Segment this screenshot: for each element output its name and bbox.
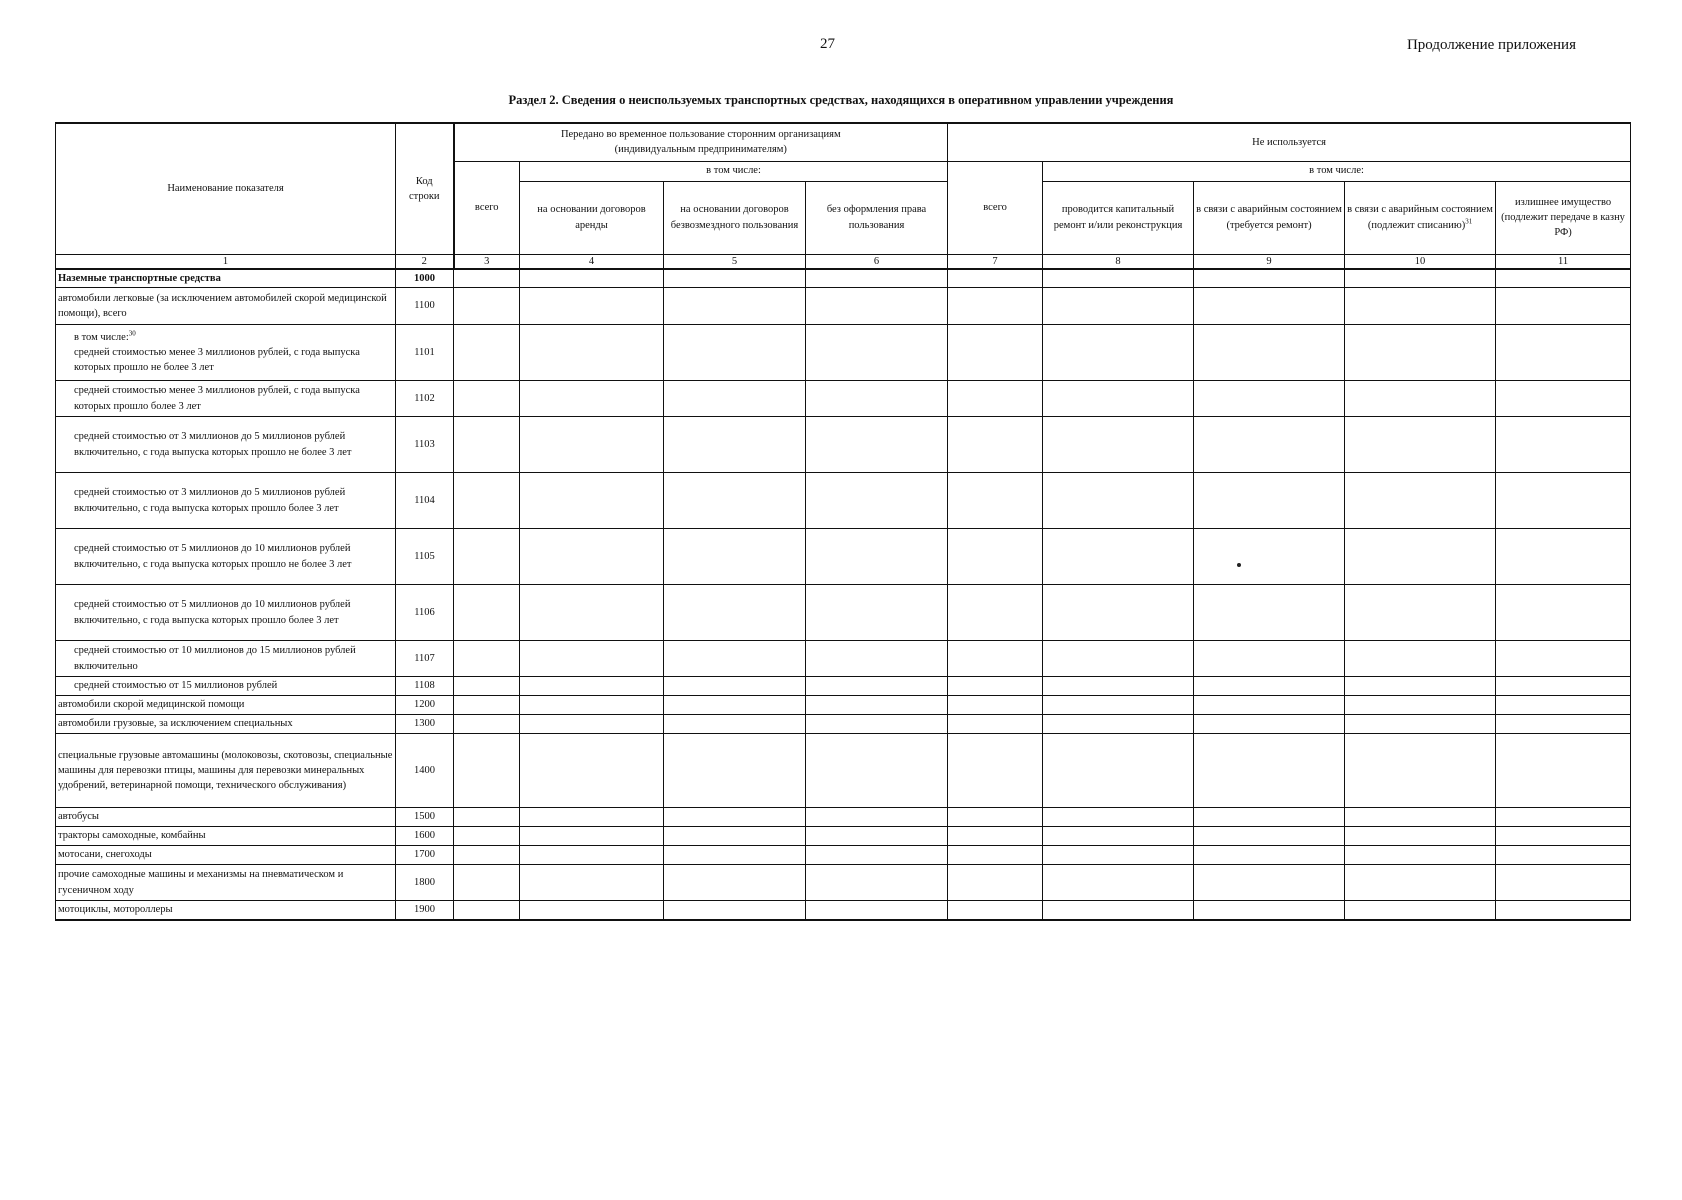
cell-col6[interactable] — [806, 473, 948, 529]
row-name: средней стоимостью от 3 миллионов до 5 миллионов рублей включительно, с года выпуска которых прошло более 3 лет — [56, 473, 396, 529]
page-number: 27 — [820, 36, 835, 52]
cell-col6[interactable] — [806, 808, 948, 827]
cell-col10[interactable] — [1345, 901, 1496, 920]
row-code: 1600 — [396, 827, 454, 846]
cell-col8[interactable] — [1043, 269, 1194, 288]
header-col11-surplus: излишнее имущество (подлежит передаче в казну РФ) — [1496, 181, 1631, 254]
cell-col5[interactable] — [664, 715, 806, 734]
cell-col4[interactable] — [520, 827, 664, 846]
cell-col11[interactable] — [1496, 901, 1631, 920]
cell-col10[interactable] — [1345, 417, 1496, 473]
cell-col6[interactable] — [806, 696, 948, 715]
cell-col5[interactable] — [664, 827, 806, 846]
row-name: средней стоимостью от 15 миллионов рублей — [56, 677, 396, 696]
column-number: 4 — [520, 254, 664, 269]
cell-col9[interactable] — [1194, 288, 1345, 325]
cell-col3[interactable] — [454, 269, 520, 288]
cell-col7[interactable] — [948, 846, 1043, 865]
cell-col9[interactable] — [1194, 677, 1345, 696]
cell-col8[interactable] — [1043, 696, 1194, 715]
cell-col5[interactable] — [664, 288, 806, 325]
cell-col4[interactable] — [520, 696, 664, 715]
cell-col10[interactable] — [1345, 325, 1496, 381]
cell-col9[interactable] — [1194, 865, 1345, 901]
cell-col9[interactable] — [1194, 641, 1345, 677]
cell-col9[interactable] — [1194, 529, 1345, 585]
table-row — [56, 473, 1631, 529]
cell-col5[interactable] — [664, 677, 806, 696]
cell-col5[interactable] — [664, 269, 806, 288]
cell-col10[interactable] — [1345, 865, 1496, 901]
column-number: 8 — [1043, 254, 1194, 269]
cell-col5[interactable] — [664, 808, 806, 827]
row-name: специальные грузовые автомашины (молоковозы, скотовозы, специальные машины для перевозки птицы, машины для перевозки минеральных удобрений, ветеринарной помощи, технического обслуживания) — [56, 734, 396, 808]
cell-col3[interactable] — [454, 529, 520, 585]
cell-col11[interactable] — [1496, 417, 1631, 473]
row-name: автобусы — [56, 808, 396, 827]
cell-col3[interactable] — [454, 715, 520, 734]
column-number: 11 — [1496, 254, 1631, 269]
row-code: 1108 — [396, 677, 454, 696]
cell-col10[interactable] — [1345, 381, 1496, 417]
table-row — [56, 529, 1631, 585]
cell-col3[interactable] — [454, 417, 520, 473]
table-header — [56, 123, 1631, 269]
cell-col7[interactable] — [948, 696, 1043, 715]
header-col10-write-off: в связи с аварийным состоянием (подлежит списанию)$^{31}$ — [1345, 181, 1496, 254]
cell-col10[interactable] — [1345, 585, 1496, 641]
header-transferred-including: в том числе: — [520, 161, 948, 181]
cell-col8[interactable] — [1043, 381, 1194, 417]
cell-col9[interactable] — [1194, 715, 1345, 734]
cell-col11[interactable] — [1496, 865, 1631, 901]
cell-col6[interactable] — [806, 585, 948, 641]
cell-col11[interactable] — [1496, 325, 1631, 381]
row-code: 1900 — [396, 901, 454, 920]
cell-col4[interactable] — [520, 641, 664, 677]
cell-col8[interactable] — [1043, 901, 1194, 920]
row-name: средней стоимостью от 5 миллионов до 10 миллионов рублей включительно, с года выпуска которых прошло более 3 лет — [56, 585, 396, 641]
cell-col3[interactable] — [454, 865, 520, 901]
cell-col9[interactable] — [1194, 734, 1345, 808]
column-number: 5 — [664, 254, 806, 269]
row-name: средней стоимостью от 10 миллионов до 15 миллионов рублей включительно — [56, 641, 396, 677]
cell-col8[interactable] — [1043, 417, 1194, 473]
cell-col11[interactable] — [1496, 585, 1631, 641]
cell-col6[interactable] — [806, 641, 948, 677]
cell-col5[interactable] — [664, 641, 806, 677]
cell-col6[interactable] — [806, 269, 948, 288]
cell-col8[interactable] — [1043, 288, 1194, 325]
row-code: 1000 — [396, 269, 454, 288]
cell-col4[interactable] — [520, 288, 664, 325]
cell-col11[interactable] — [1496, 715, 1631, 734]
cell-col3[interactable] — [454, 734, 520, 808]
row-code: 1105 — [396, 529, 454, 585]
cell-col9[interactable] — [1194, 269, 1345, 288]
cell-col5[interactable] — [664, 585, 806, 641]
cell-col4[interactable] — [520, 529, 664, 585]
table-row — [56, 677, 1631, 696]
cell-col5[interactable] — [664, 696, 806, 715]
cell-col7[interactable] — [948, 715, 1043, 734]
table-row — [56, 696, 1631, 715]
cell-col3[interactable] — [454, 325, 520, 381]
cell-col6[interactable] — [806, 734, 948, 808]
row-code: 1106 — [396, 585, 454, 641]
row-name: средней стоимостью менее 3 миллионов рублей, с года выпуска которых прошло более 3 лет — [56, 381, 396, 417]
cell-col7[interactable] — [948, 529, 1043, 585]
cell-col6[interactable] — [806, 865, 948, 901]
row-name: тракторы самоходные, комбайны — [56, 827, 396, 846]
cell-col11[interactable] — [1496, 269, 1631, 288]
cell-col4[interactable] — [520, 585, 664, 641]
cell-col4[interactable] — [520, 715, 664, 734]
cell-col3[interactable] — [454, 585, 520, 641]
cell-col6[interactable] — [806, 529, 948, 585]
cell-col4[interactable] — [520, 677, 664, 696]
cell-col8[interactable] — [1043, 677, 1194, 696]
row-code: 1107 — [396, 641, 454, 677]
cell-col5[interactable] — [664, 846, 806, 865]
cell-col11[interactable] — [1496, 808, 1631, 827]
cell-col4[interactable] — [520, 808, 664, 827]
cell-col8[interactable] — [1043, 529, 1194, 585]
table-row — [56, 417, 1631, 473]
header-transferred-total: всего — [454, 161, 520, 254]
cell-col4[interactable] — [520, 381, 664, 417]
row-name: средней стоимостью от 5 миллионов до 10 миллионов рублей включительно, с года выпуска которых прошло не более 3 лет — [56, 529, 396, 585]
header-not-used-including: в том числе: — [1043, 161, 1631, 181]
table-row — [56, 325, 1631, 381]
table-row — [56, 734, 1631, 808]
cell-col9[interactable] — [1194, 585, 1345, 641]
column-number: 2 — [396, 254, 454, 269]
cell-col8[interactable] — [1043, 585, 1194, 641]
cell-col10[interactable] — [1345, 269, 1496, 288]
cell-col5[interactable] — [664, 901, 806, 920]
cell-col7[interactable] — [948, 381, 1043, 417]
cell-col8[interactable] — [1043, 325, 1194, 381]
table-body — [56, 269, 1631, 920]
cell-col7[interactable] — [948, 865, 1043, 901]
row-code: 1800 — [396, 865, 454, 901]
cell-col10[interactable] — [1345, 473, 1496, 529]
cell-col3[interactable] — [454, 846, 520, 865]
cell-col9[interactable] — [1194, 417, 1345, 473]
cell-col7[interactable] — [948, 288, 1043, 325]
cell-col5[interactable] — [664, 865, 806, 901]
cell-col5[interactable] — [664, 325, 806, 381]
cell-col3[interactable] — [454, 696, 520, 715]
cell-col11[interactable] — [1496, 288, 1631, 325]
cell-col9[interactable] — [1194, 325, 1345, 381]
header-col4-lease: на основании договоров аренды — [520, 181, 664, 254]
cell-col8[interactable] — [1043, 865, 1194, 901]
cell-col6[interactable] — [806, 288, 948, 325]
cell-col7[interactable] — [948, 269, 1043, 288]
cell-col6[interactable] — [806, 325, 948, 381]
cell-col5[interactable] — [664, 734, 806, 808]
cell-col10[interactable] — [1345, 734, 1496, 808]
header-transferred-group: Передано во временное пользование сторонним организациям (индивидуальным предпринимателям) — [454, 123, 948, 161]
row-name: мотосани, снегоходы — [56, 846, 396, 865]
cell-col3[interactable] — [454, 641, 520, 677]
cell-col10[interactable] — [1345, 677, 1496, 696]
cell-col6[interactable] — [806, 677, 948, 696]
column-number: 10 — [1345, 254, 1496, 269]
cell-col4[interactable] — [520, 417, 664, 473]
cell-col7[interactable] — [948, 901, 1043, 920]
cell-col4[interactable] — [520, 865, 664, 901]
cell-col4[interactable] — [520, 901, 664, 920]
cell-col4[interactable] — [520, 325, 664, 381]
cell-col8[interactable] — [1043, 846, 1194, 865]
cell-col3[interactable] — [454, 473, 520, 529]
cell-col11[interactable] — [1496, 641, 1631, 677]
cell-col7[interactable] — [948, 827, 1043, 846]
cell-col9[interactable] — [1194, 473, 1345, 529]
continuation-label: Продолжение приложения — [1406, 37, 1576, 53]
header-col9-emergency-repair: в связи с аварийным состоянием (требуется ремонт) — [1194, 181, 1345, 254]
header-col6-no-rights: без оформления права пользования — [806, 181, 948, 254]
cell-col5[interactable] — [664, 417, 806, 473]
cell-col5[interactable] — [664, 381, 806, 417]
cell-col4[interactable] — [520, 846, 664, 865]
cell-col8[interactable] — [1043, 473, 1194, 529]
cell-col8[interactable] — [1043, 827, 1194, 846]
cell-col3[interactable] — [454, 381, 520, 417]
cell-col11[interactable] — [1496, 677, 1631, 696]
column-numbers-row — [56, 254, 1631, 269]
column-number: 3 — [454, 254, 520, 269]
table-row — [56, 865, 1631, 901]
header-col5-free-use: на основании договоров безвозмездного пользования — [664, 181, 806, 254]
table-row — [56, 846, 1631, 865]
including-label: в том числе: — [74, 331, 129, 343]
table-row — [56, 901, 1631, 920]
cell-col8[interactable] — [1043, 808, 1194, 827]
cell-col8[interactable] — [1043, 641, 1194, 677]
cell-col11[interactable] — [1496, 846, 1631, 865]
cell-col7[interactable] — [948, 808, 1043, 827]
table-row — [56, 808, 1631, 827]
cell-col3[interactable] — [454, 901, 520, 920]
row-name: автомобили грузовые, за исключением специальных — [56, 715, 396, 734]
column-number: 9 — [1194, 254, 1345, 269]
row-code: 1102 — [396, 381, 454, 417]
column-number: 6 — [806, 254, 948, 269]
cell-col4[interactable] — [520, 734, 664, 808]
table-row — [56, 269, 1631, 288]
footnote-marker: 30 — [128, 329, 136, 338]
cell-col3[interactable] — [454, 288, 520, 325]
cell-col10[interactable] — [1345, 827, 1496, 846]
cell-col10[interactable] — [1345, 808, 1496, 827]
header-not-used-total: всего — [948, 161, 1043, 254]
cell-col9[interactable] — [1194, 808, 1345, 827]
column-number: 1 — [56, 254, 396, 269]
row-code: 1104 — [396, 473, 454, 529]
row-name: автомобили легковые (за исключением автомобилей скорой медицинской помощи), всего — [56, 288, 396, 325]
row-name: в том числе:$^{30}$ средней стоимостью менее 3 миллионов рублей, с года выпуска которых прошло не более 3 лет — [56, 325, 396, 381]
cell-col7[interactable] — [948, 677, 1043, 696]
cell-col9[interactable] — [1194, 901, 1345, 920]
section-title: Раздел 2. Сведения о неиспользуемых транспортных средствах, находящихся в оперативном управлении учреждения — [508, 93, 1174, 107]
cell-col3[interactable] — [454, 808, 520, 827]
cell-col11[interactable] — [1496, 827, 1631, 846]
cell-col3[interactable] — [454, 677, 520, 696]
cell-col10[interactable] — [1345, 641, 1496, 677]
row-code: 1400 — [396, 734, 454, 808]
cell-col3[interactable] — [454, 827, 520, 846]
cell-col11[interactable] — [1496, 529, 1631, 585]
row-name: мотоциклы, мотороллеры — [56, 901, 396, 920]
cell-col9[interactable] — [1194, 381, 1345, 417]
cell-col7[interactable] — [948, 473, 1043, 529]
row-name: средней стоимостью от 3 миллионов до 5 миллионов рублей включительно, с года выпуска которых прошло не более 3 лет — [56, 417, 396, 473]
row-name: прочие самоходные машины и механизмы на пневматическом и гусеничном ходу — [56, 865, 396, 901]
row-code: 1300 — [396, 715, 454, 734]
cell-col10[interactable] — [1345, 288, 1496, 325]
cell-col4[interactable] — [520, 473, 664, 529]
cell-col5[interactable] — [664, 473, 806, 529]
cell-col6[interactable] — [806, 715, 948, 734]
row-code: 1101 — [396, 325, 454, 381]
cell-col7[interactable] — [948, 641, 1043, 677]
cell-col10[interactable] — [1345, 715, 1496, 734]
cell-col11[interactable] — [1496, 696, 1631, 715]
cell-col10[interactable] — [1345, 529, 1496, 585]
cell-col10[interactable] — [1345, 696, 1496, 715]
header-not-used-group: Не используется — [948, 123, 1631, 161]
cell-col6[interactable] — [806, 417, 948, 473]
cell-col7[interactable] — [948, 325, 1043, 381]
cell-col10[interactable] — [1345, 846, 1496, 865]
table-row — [56, 641, 1631, 677]
cell-col11[interactable] — [1496, 473, 1631, 529]
cell-col6[interactable] — [806, 827, 948, 846]
cell-col11[interactable] — [1496, 734, 1631, 808]
cell-col7[interactable] — [948, 585, 1043, 641]
table-row — [56, 585, 1631, 641]
cell-col9[interactable] — [1194, 827, 1345, 846]
header-col8-repair: проводится капитальный ремонт и/или реконструкция — [1043, 181, 1194, 254]
row-code: 1200 — [396, 696, 454, 715]
column-number: 7 — [948, 254, 1043, 269]
transport-table — [55, 122, 1631, 921]
cell-col6[interactable] — [806, 846, 948, 865]
table-row — [56, 715, 1631, 734]
cell-col9[interactable] — [1194, 696, 1345, 715]
table-row — [56, 381, 1631, 417]
cell-col8[interactable] — [1043, 734, 1194, 808]
cell-col6[interactable] — [806, 901, 948, 920]
row-code: 1500 — [396, 808, 454, 827]
cell-col7[interactable] — [948, 417, 1043, 473]
cell-col11[interactable] — [1496, 381, 1631, 417]
header-code-column: Код строки — [396, 123, 454, 254]
cell-col8[interactable] — [1043, 715, 1194, 734]
header-name-column: Наименование показателя — [56, 123, 396, 254]
cell-col9[interactable] — [1194, 846, 1345, 865]
row-code: 1700 — [396, 846, 454, 865]
row-name: автомобили скорой медицинской помощи — [56, 696, 396, 715]
cell-col5[interactable] — [664, 529, 806, 585]
row-name: Наземные транспортные средства — [56, 269, 396, 288]
cell-col6[interactable] — [806, 381, 948, 417]
table-row — [56, 288, 1631, 325]
scan-speck — [1237, 563, 1241, 567]
cell-col4[interactable] — [520, 269, 664, 288]
table-row — [56, 827, 1631, 846]
row-code: 1103 — [396, 417, 454, 473]
cell-col7[interactable] — [948, 734, 1043, 808]
row-code: 1100 — [396, 288, 454, 325]
